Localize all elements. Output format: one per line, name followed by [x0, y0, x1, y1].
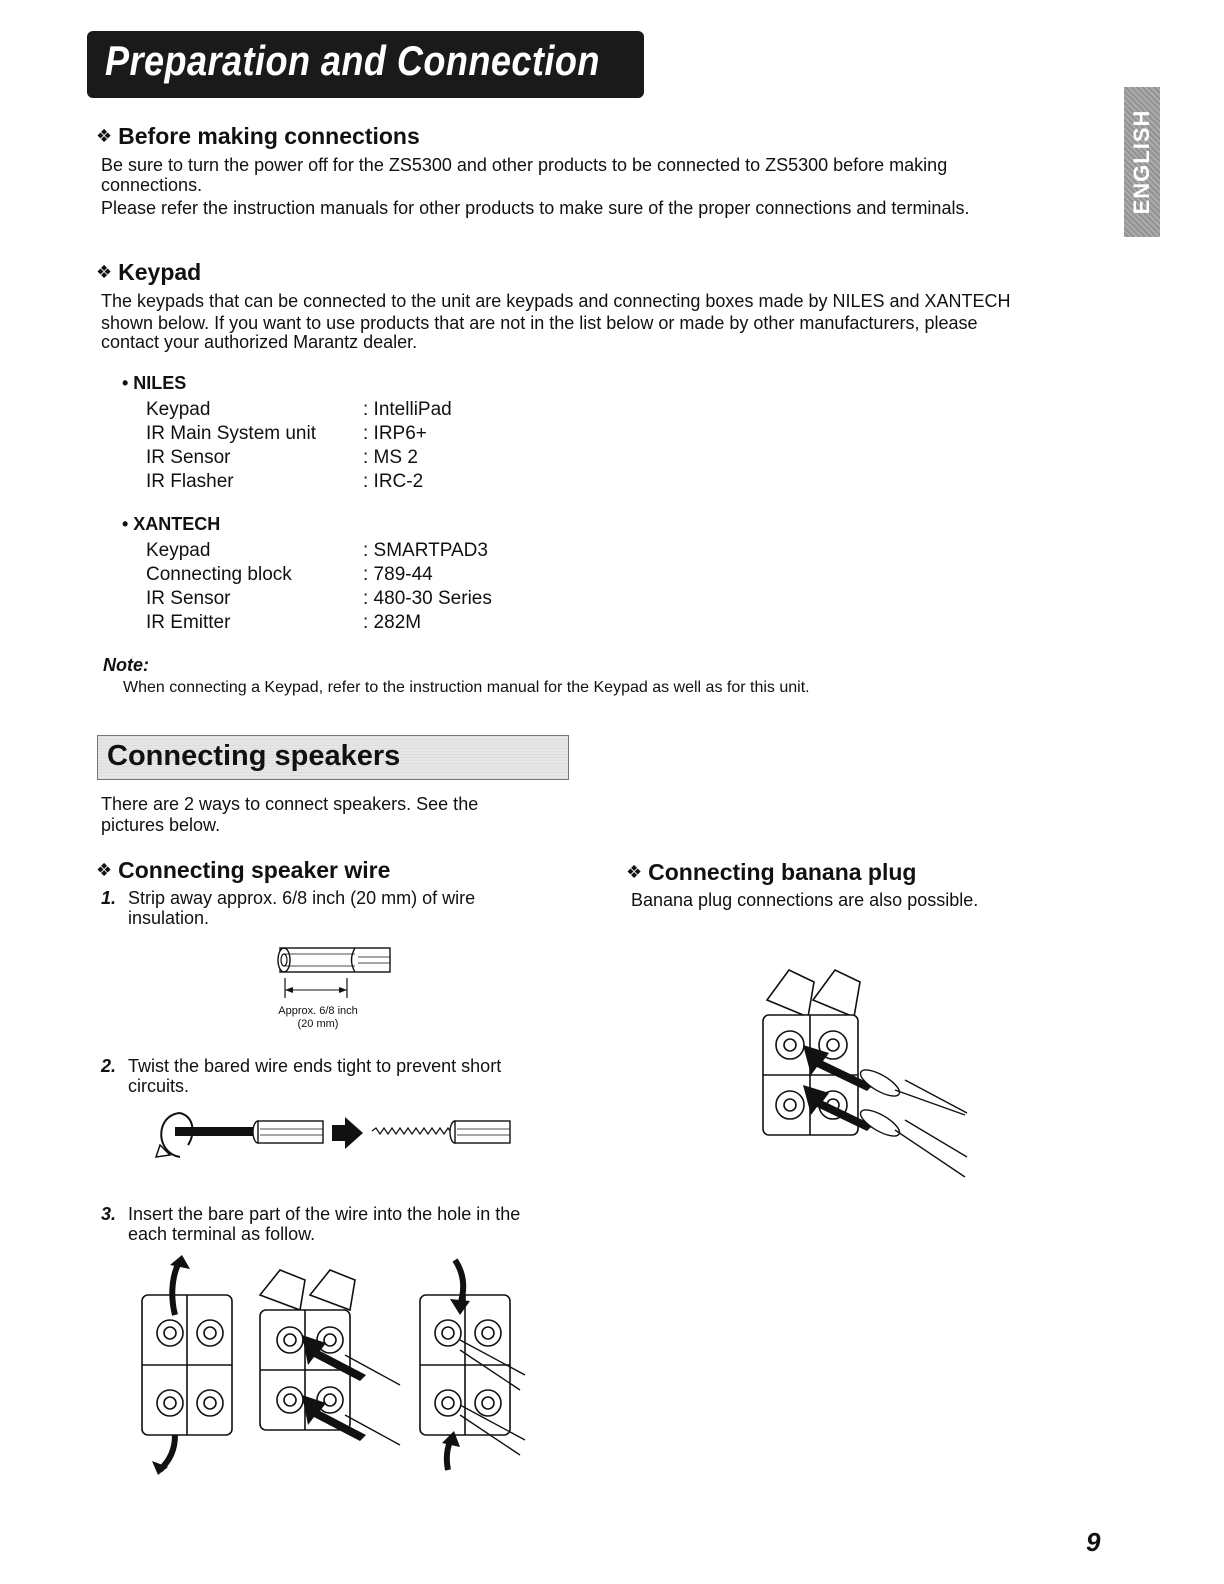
before-line-2: connections. [101, 175, 203, 195]
step-number: 3. [101, 1204, 117, 1224]
keypad-line-3: contact your authorized Marantz dealer. [101, 332, 418, 352]
list-item: IR Flasher : IRC-2 [146, 471, 424, 492]
step-1 [101, 888, 581, 932]
page-title: Preparation and Connection [105, 37, 600, 84]
wire-twist-illustration [150, 1105, 520, 1165]
diamond-bullet-icon: ❖ [96, 126, 113, 146]
keypad-heading [96, 259, 201, 286]
section-title: Connecting speakers [107, 740, 401, 772]
banana-heading [626, 859, 916, 886]
list-item: IR Emitter : 282M [146, 612, 422, 633]
step-3 [101, 1204, 581, 1248]
step-text: insulation. [128, 908, 210, 928]
step-text: Twist the bared wire ends tight to prevent short [128, 1056, 502, 1076]
strip-caption [258, 1005, 378, 1031]
before-heading [96, 123, 420, 150]
list-item: IR Sensor : MS 2 [146, 447, 418, 468]
page-number: 9 [1086, 1527, 1101, 1557]
diamond-bullet-icon: ❖ [96, 262, 113, 282]
banana-text: Banana plug connections are also possible. [631, 890, 979, 910]
list-item: IR Sensor : 480-30 Series [146, 588, 492, 609]
list-item: Keypad : IntelliPad [146, 399, 452, 420]
diamond-bullet-icon: ❖ [96, 860, 113, 880]
list-item: Keypad : SMARTPAD3 [146, 540, 488, 561]
niles-list [146, 398, 546, 494]
language-tab-label: ENGLISH [1129, 109, 1154, 215]
step-number: 1. [101, 888, 117, 908]
step-number: 2. [101, 1056, 117, 1076]
list-item: IR Main System unit : IRP6+ [146, 423, 427, 444]
strip-caption-line-2: (20 mm) [297, 1018, 339, 1030]
niles-label: • NILES [122, 373, 187, 393]
strip-caption-line-1: Approx. 6/8 inch [278, 1005, 358, 1017]
wire-strip-illustration [270, 940, 400, 1000]
before-line-3: Please refer the instruction manuals for other products to make sure of the proper connections and terminals. [101, 198, 970, 218]
step-text: Strip away approx. 6/8 inch (20 mm) of wire [128, 888, 476, 908]
section-header-speakers [97, 735, 569, 780]
banana-plug-illustration [755, 945, 985, 1185]
keypad-line-1: The keypads that can be connected to the unit are keypads and connecting boxes made by NILES and XANTECH [101, 291, 1011, 311]
step-text: circuits. [128, 1076, 190, 1096]
wire-heading [96, 857, 390, 884]
language-tab [1124, 87, 1160, 237]
step-text: Insert the bare part of the wire into the hole in the [128, 1204, 521, 1224]
before-heading-text: Before making connections [118, 123, 420, 149]
step-2 [101, 1056, 581, 1100]
xantech-list [146, 539, 546, 635]
speakers-intro-2: pictures below. [101, 815, 221, 835]
note-text: When connecting a Keypad, refer to the instruction manual for the Keypad as well as for this unit. [123, 679, 810, 696]
keypad-heading-text: Keypad [118, 259, 202, 285]
keypad-line-2: shown below. If you want to use products that are not in the list below or made by other manufacturers, please [101, 313, 978, 333]
banana-heading-text: Connecting banana plug [648, 859, 917, 885]
note-label: Note: [103, 655, 149, 675]
speakers-intro-1: There are 2 ways to connect speakers. See the [101, 794, 479, 814]
xantech-label: • XANTECH [122, 514, 221, 534]
list-item: Connecting block : 789-44 [146, 564, 433, 585]
diamond-bullet-icon: ❖ [626, 862, 643, 882]
step-text: each terminal as follow. [128, 1224, 316, 1244]
wire-heading-text: Connecting speaker wire [118, 857, 391, 883]
page-title-bar [87, 31, 644, 98]
before-line-1: Be sure to turn the power off for the ZS5300 and other products to be connected to ZS5300 before making [101, 155, 948, 175]
terminal-insert-illustration [130, 1255, 550, 1475]
